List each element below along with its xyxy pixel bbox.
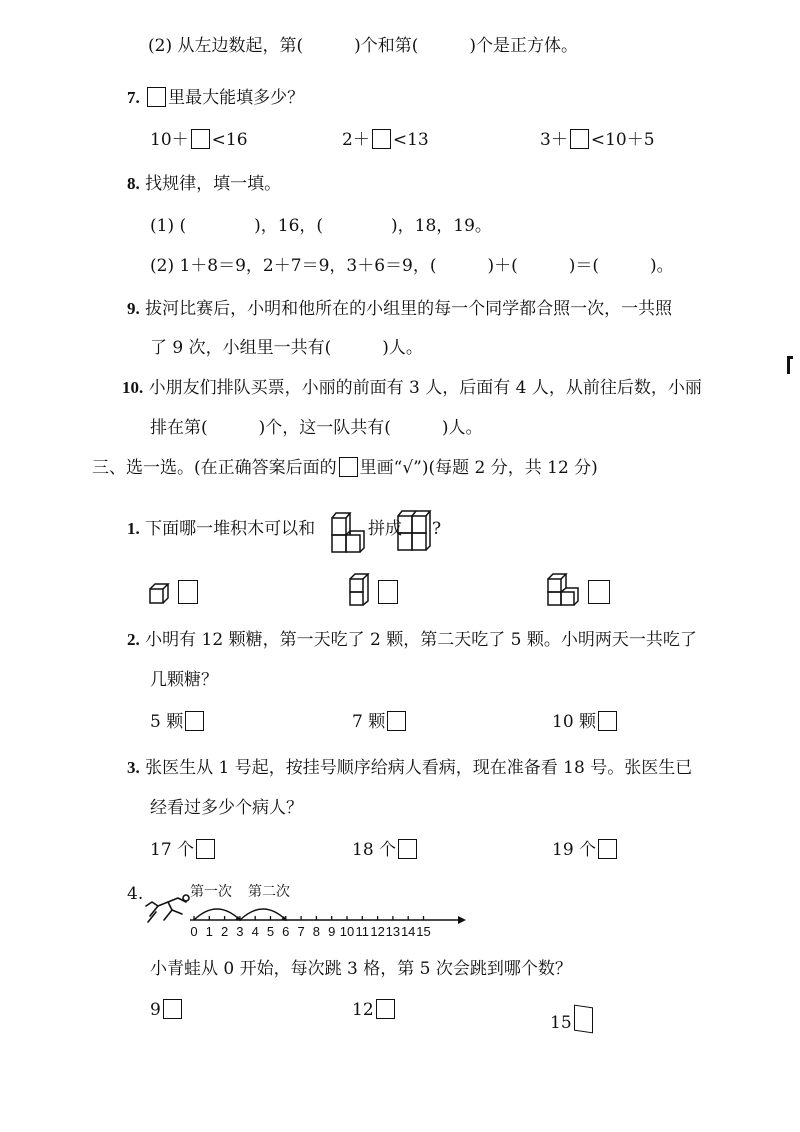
number-line-tick-label: 7	[297, 924, 305, 939]
scan-edge-mark	[787, 356, 793, 374]
c3-line1	[127, 756, 692, 780]
l-shape-blocks-icon	[330, 500, 366, 556]
c3-line2: 经看过多少个病人？	[150, 798, 303, 818]
answer-box[interactable]	[163, 999, 182, 1019]
q7-item-1	[150, 128, 248, 152]
q10-line2: 排在第( )个，这一队共有( )人。	[150, 418, 483, 438]
c3-option-1-label: 17 个	[150, 840, 195, 860]
answer-box[interactable]	[598, 711, 617, 731]
number-line-tick-label: 10	[339, 924, 355, 939]
c3-text-line1: 张医生从 1 号起，按挂号顺序给病人看病，现在准备看 18 号。张医生已	[145, 758, 693, 778]
number-line-tick-label: 6	[282, 924, 290, 939]
answer-box[interactable]	[598, 839, 617, 859]
number-line-tick-label: 9	[328, 924, 336, 939]
q10-number: 10.	[122, 378, 144, 397]
c3-option-2	[352, 838, 419, 862]
c2-text-line1: 小明有 12 颗糖，第一天吃了 2 颗，第二天吃了 5 颗。小明两天一共吃了	[145, 630, 697, 650]
c4-option-2-label: 12	[352, 1000, 374, 1020]
c4-number: 4.	[127, 884, 144, 904]
c3-number: 3.	[127, 758, 140, 777]
q9-line1	[127, 297, 672, 321]
c1-post: ?	[432, 519, 442, 539]
jump2-label: 第二次	[248, 884, 290, 900]
section3-title-post: 里画“√”)(每题 2 分，共 12 分)	[359, 458, 598, 478]
c3-option-3	[552, 838, 619, 862]
q7-prompt	[127, 86, 304, 110]
c2-line2: 几颗糖？	[150, 670, 218, 690]
target-cube-shape-icon	[396, 498, 432, 554]
q8-text: 找规律，填一填。	[145, 174, 282, 194]
c2-option-2	[352, 710, 408, 734]
q7-item-1-post: <16	[211, 130, 248, 150]
answer-box[interactable]	[191, 129, 210, 149]
q10-line1	[122, 376, 702, 400]
three-cubes-icon	[546, 572, 580, 608]
number-line-tick-label: 12	[370, 924, 385, 939]
q7-item-3	[540, 128, 655, 152]
answer-box[interactable]	[376, 999, 395, 1019]
c4-option-1-label: 9	[150, 1000, 161, 1020]
c4-option-2	[352, 998, 397, 1022]
answer-box	[339, 457, 358, 477]
answer-box[interactable]	[185, 711, 204, 731]
q9-number: 9.	[127, 299, 140, 318]
number-line-tick-label: 14	[400, 924, 416, 939]
two-stacked-cubes-icon	[348, 572, 370, 608]
q7-text: 里最大能填多少？	[168, 88, 305, 108]
c2-option-3-label: 10 颗	[552, 712, 597, 732]
number-line-tick-label: 1	[205, 924, 213, 939]
c1-text-pre: 下面哪一堆积木可以和	[145, 519, 316, 539]
answer-box[interactable]	[574, 1005, 593, 1034]
answer-box[interactable]	[147, 87, 166, 107]
number-line-tick-label: 15	[416, 924, 431, 939]
jump1-label: 第一次	[190, 884, 232, 900]
single-cube-icon	[148, 582, 170, 606]
q7-item-3-post: <10＋5	[590, 130, 655, 150]
q7-item-2-post: <13	[392, 130, 429, 150]
c4-question: 小青蛙从 0 开始，每次跳 3 格，第 5 次会跳到哪个数？	[150, 959, 572, 979]
q7-number: 7.	[127, 88, 140, 107]
number-line-tick-label: 8	[312, 924, 321, 939]
c3-option-1	[150, 838, 217, 862]
c3-option-3-label: 19 个	[552, 840, 597, 860]
c2-option-2-label: 7 颗	[352, 712, 386, 732]
frog-icon	[146, 895, 189, 922]
number-line-tick-label: 3	[236, 924, 244, 939]
q7-item-3-pre: 3＋	[540, 130, 568, 150]
number-line-tick-label: 11	[355, 924, 370, 939]
c3-option-2-label: 18 个	[352, 840, 397, 860]
q9-text-line1: 拔河比赛后，小明和他所在的小组里的每一个同学都合照一次，一共照	[145, 299, 673, 319]
c1-number: 1.	[127, 519, 140, 538]
q7-item-1-pre: 10＋	[150, 130, 189, 150]
c2-option-3	[552, 710, 619, 734]
c1-option-2-box[interactable]	[378, 580, 398, 604]
c4-option-1	[150, 998, 184, 1022]
c2-option-1	[150, 710, 206, 734]
q8-prompt	[127, 172, 281, 196]
c2-option-1-label: 5 颗	[150, 712, 184, 732]
q8-sub1: (1) ( )，16，( )，18，19。	[150, 216, 492, 236]
number-line-labels	[190, 924, 430, 939]
section3-title-pre: 三、选一选。(在正确答案后面的	[92, 458, 337, 478]
c1-option-3-box[interactable]	[588, 580, 610, 604]
q8-sub2: (2) 1＋8＝9，2＋7＝9，3＋6＝9，( )＋( )＝( )。	[150, 256, 674, 276]
c1-prompt	[127, 517, 315, 541]
q10-text-line1: 小朋友们排队买票，小丽的前面有 3 人，后面有 4 人，从前往后数，小丽	[148, 378, 702, 398]
c2-number: 2.	[127, 630, 140, 649]
answer-box[interactable]	[387, 711, 406, 731]
c1-mid: 拼成	[368, 519, 402, 539]
c1-option-1-box[interactable]	[178, 580, 198, 604]
number-line-tick-label: 4	[251, 924, 259, 939]
section3-title	[92, 456, 598, 480]
c4-option-3-label: 15	[550, 1013, 572, 1033]
number-line-tick-label: 13	[385, 924, 401, 939]
answer-box[interactable]	[196, 839, 215, 859]
q8-number: 8.	[127, 174, 140, 193]
answer-box[interactable]	[570, 129, 589, 149]
answer-box[interactable]	[372, 129, 391, 149]
answer-box[interactable]	[398, 839, 417, 859]
q9-line2: 了 9 次，小组里一共有( )人。	[150, 338, 423, 358]
c2-line1	[127, 628, 697, 652]
number-line-tick-label: 2	[220, 924, 229, 939]
q7-item-2-pre: 2＋	[342, 130, 370, 150]
q6-part2: (2) 从左边数起，第( )个和第( )个是正方体。	[148, 36, 579, 56]
c4-option-3	[550, 1006, 595, 1035]
number-line-tick-label: 0	[190, 924, 198, 939]
number-line-tick-label: 5	[266, 924, 275, 939]
q7-item-2	[342, 128, 429, 152]
